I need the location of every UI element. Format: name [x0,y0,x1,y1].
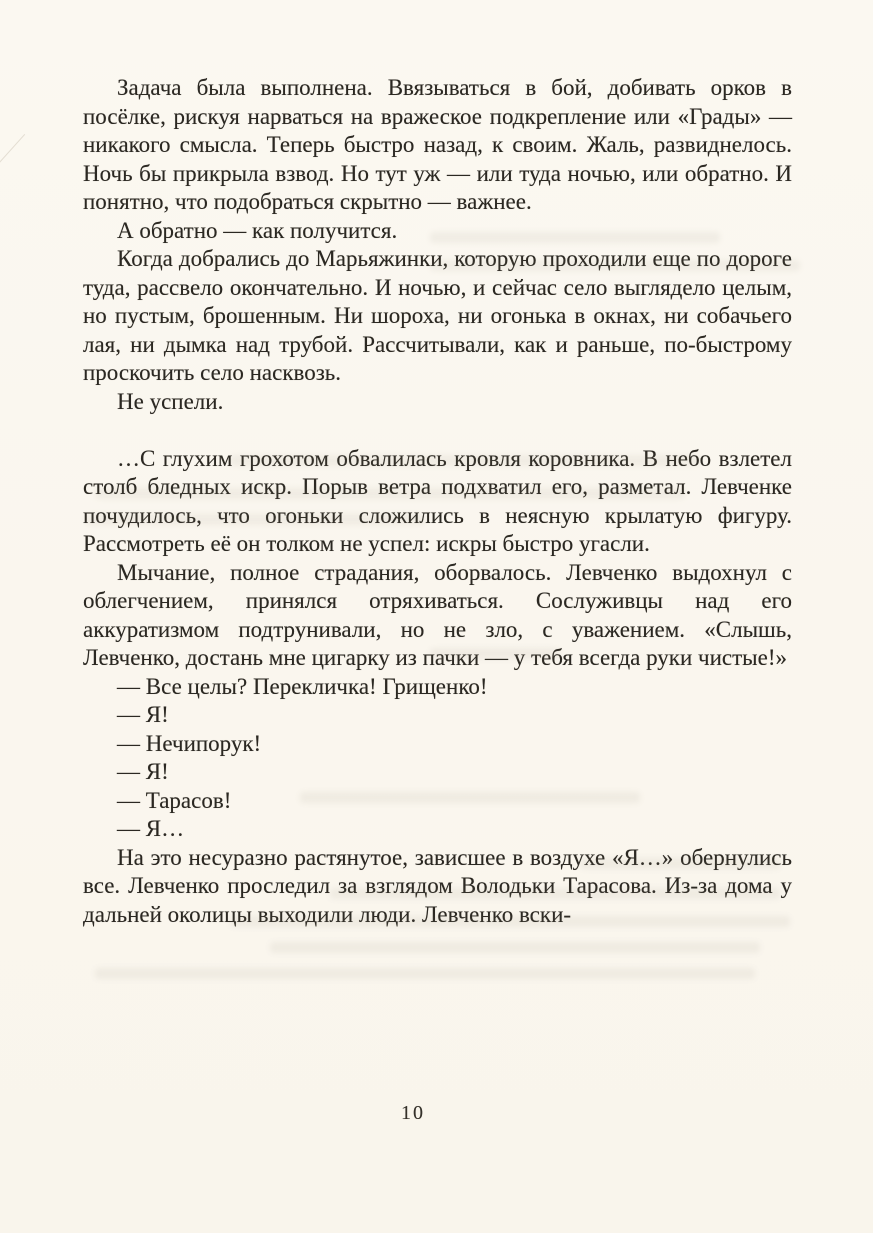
paragraph: …С глухим грохотом обвалилась кровля коровника. В небо взлетел столб бледных искр. Порыв ветра подхватил его, разметал. Левченке почудилось, что огоньки сложились в неясную крылатую фигуру. Рассмотреть её он толком не успел: искры быстро угасли. [83,445,792,556]
dialogue-line: — Нечипорук! [117,730,262,756]
dialogue-line: — Я! [117,759,169,784]
dialogue-line: — Я! [117,702,169,727]
dialogue-line: — Тарасов! [117,787,232,813]
paragraph: На это несуразно растянутое, зависшее в воздухе «Я…» обернулись все. Левченко проследил за взглядом Володьки Тарасова. Из-за дома у дальней околицы выходили люди. Левченко вски- [83,844,792,927]
paragraph: Когда добрались до Марьяжинки, которую проходили еще по дороге туда, рассвело окончательно. И ночью, и сейчас село выглядело целым, но пустым, брошенным. Ни шороха, ни огонька в окнах, ни собачьего лая, ни дымка над трубой. Рассчитывали, как и раньше, по-быстрому проскочить село насквозь. [83,246,792,385]
paragraph: Задача была выполнена. Ввязываться в бой, добивать орков в посёлке, рискуя нарваться на вражеское подкрепление или «Грады» — никакого смысла. Теперь быстро назад, к своим. Жаль, развиднелось. Ночь бы прикрыла взвод. Но тут уж — или туда ночью, или обратно. И понятно, что подобраться скрытно — важнее. [83,75,792,214]
bleed-through-artifact [95,968,755,979]
paragraph: Не успели. [117,388,224,414]
scan-crease-artifact [0,134,25,169]
paragraph: Мычание, полное страдания, оборвалось. Левченко выдохнул с облегчением, принялся отряхиваться. Сослуживцы над его аккуратизмом подтрунивали, но не зло, с уважением. «Слышь, Левченко, достань мне цигарку из пачки — у тебя всегда руки чистые!» [83,559,792,670]
bleed-through-artifact [270,942,760,953]
paragraph: А обратно — как получится. [117,217,398,243]
scene-break [83,416,792,445]
dialogue-line: — Я… [117,816,185,841]
page-text-block [83,74,792,929]
page-number: 10 [401,1102,425,1124]
dialogue-line: — Все целы? Перекличка! Грищенко! [117,673,488,699]
